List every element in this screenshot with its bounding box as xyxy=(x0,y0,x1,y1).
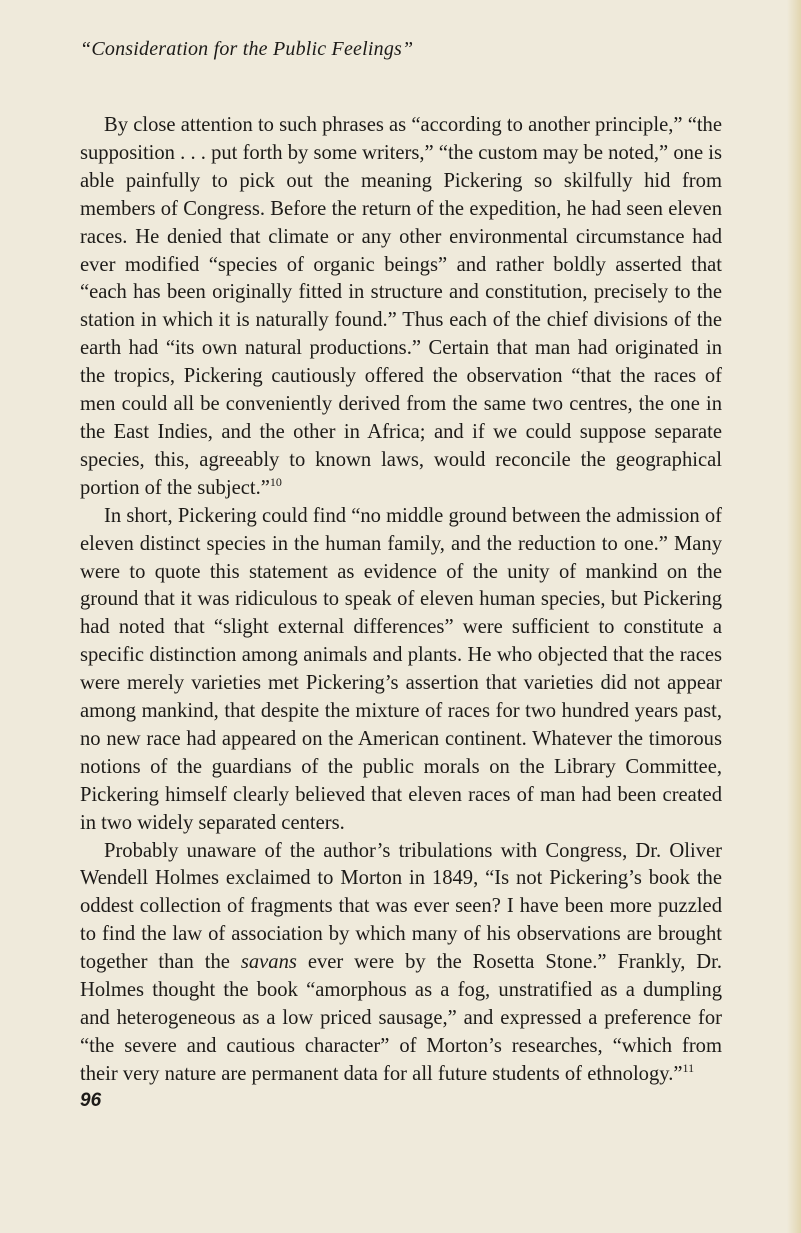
page-number: 96 xyxy=(80,1090,102,1111)
paragraph-3-text-start: Probably unaware of the author’s tribulations with Congress, Dr. Oliver Wendell Holmes exclaimed to Morton in 1849, “Is not Pickering’s book the oddest collection of fragments that was ever seen? I have been more puzzled to find the law of association by which many of his observations are brought together than the xyxy=(80,839,722,974)
italic-word-savans: savans xyxy=(240,951,297,974)
page-edge-shadow xyxy=(787,0,801,1233)
paragraph-2-text: In short, Pickering could find “no middle ground between the admission of eleven distinct species in the human family, and the reduction to one.” Many were to quote this statement as evidence of the unity of mankind on the ground that it was ridiculous to speak of eleven human species, but Pickering had noted that “slight external differences” were sufficient to constitute a specific distinction among animals and plants. He who objected that the races were merely varieties met Pickering’s assertion that varieties did not appear among mankind, that despite the mixture of races for two hundred years past, no new race had appeared on the American continent. Whatever the timorous notions of the guardians of the public morals on the Library Committee, Pickering himself clearly believed that eleven races of man had been created in two widely separated centers. xyxy=(80,504,722,834)
body-text xyxy=(80,112,722,1089)
footnote-ref-10: 10 xyxy=(269,474,282,489)
paragraph-3 xyxy=(80,838,722,1089)
paragraph-1-text: By close attention to such phrases as “according to another principle,” “the supposition . . . put forth by some writers,” “the custom may be noted,” one is able painfully to pick out the meaning Pickering so skilfully hid from members of Congress. Before the return of the expedition, he had seen eleven races. He denied that climate or any other environmental circumstance had ever modified “species of organic beings” and rather boldly asserted that “each has been originally fitted in structure and constitution, precisely to the station in which it is naturally found.” Thus each of the chief divisions of the earth had “its own natural productions.” Certain that man had originated in the tropics, Pickering cautiously offered the observation “that the races of men could all be conveniently derived from the same two centres, the one in the East Indies, and the other in Africa; and if we could suppose separate species, this, agreeably to known laws, would reconcile the geographical portion of the subject.” xyxy=(80,114,722,499)
paragraph-3-text-end: ever were by the Rosetta Stone.” Frankly, Dr. Holmes thought the book “amorphous as a fog, unstratified as a dumpling and heterogeneous as a low priced sausage,” and expressed a preference for “the severe and cautious character” of Morton’s researches, “which from their very nature are permanent data for all future students of ethnology.” xyxy=(80,951,723,1085)
paragraph-2 xyxy=(80,503,722,838)
running-head: “Consideration for the Public Feelings” xyxy=(80,38,414,60)
paragraph-1 xyxy=(80,112,722,503)
footnote-ref-11: 11 xyxy=(682,1060,695,1075)
